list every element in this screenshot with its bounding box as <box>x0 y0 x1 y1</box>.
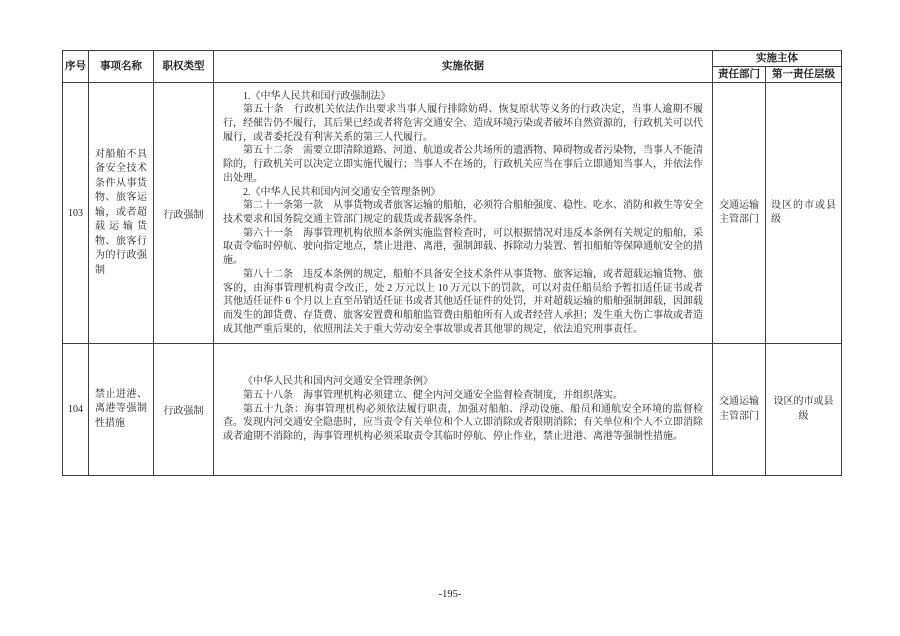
cell-responsible-department: 交通运输主管部门 <box>713 344 766 476</box>
header-responsible-department: 责任部门 <box>713 67 766 83</box>
cell-responsibility-level: 设区的市或县级 <box>766 83 842 344</box>
page-number: -195- <box>438 589 462 600</box>
basis-paragraph: 第五十二条 需要立即清除道路、河道、航道或者公共场所的遗洒物、障碍物或者污染物，当事人不能清除的，行政机关可以决定立即实施代履行；当事人不在场的，行政机关应当在事后立即通知当事人，并依法作出处理。 <box>223 145 703 184</box>
header-first-responsibility-level: 第一责任层级 <box>766 67 842 83</box>
authority-matters-table <box>62 50 842 476</box>
cell-item-name: 禁止进港、离港等强制性措施 <box>89 344 154 476</box>
basis-paragraph: 2.《中华人民共和国内河交通安全管理条例》 <box>243 186 441 198</box>
cell-authority-type: 行政强制 <box>154 83 214 344</box>
header-item-name: 事项名称 <box>89 51 154 83</box>
cell-authority-type: 行政强制 <box>154 344 214 476</box>
cell-responsibility-level: 设区的市或县级 <box>766 344 842 476</box>
cell-responsible-department: 交通运输主管部门 <box>713 83 766 344</box>
cell-item-name: 对船舶不具备安全技术条件从事货物、旅客运输，或者超载运输货物、旅客行为的行政强制 <box>89 83 154 344</box>
table-row <box>63 344 842 476</box>
header-implementation-basis: 实施依据 <box>214 51 713 83</box>
basis-paragraph: 第五十九条：海事管理机构必须依法履行职责，加强对船舶、浮动设施、船员和通航安全环境的监督检查。发现内河交通安全隐患时，应当责令有关单位和个人立即消除或者限期消除；有关单位和个人不立即消除或者逾期不消除的，海事管理机构必须采取责令其临时停航、停止作业，禁止进港、离港等强制性措施。 <box>223 403 703 443</box>
cell-serial-number: 104 <box>63 344 89 476</box>
cell-serial-number: 103 <box>63 83 89 344</box>
basis-paragraph: 第五十条 行政机关依法作出要求当事人履行排除妨碍、恢复原状等义务的行政决定，当事人逾期不履行，经催告仍不履行，其后果已经或者将危害交通安全、造成环境污染或者破坏自然资源的，行政机关可以代履行，或者委托没有利害关系的第三人代履行。 <box>223 104 703 143</box>
header-implementation-subject: 实施主体 <box>713 51 842 67</box>
basis-paragraph: 第八十二条 违反本条例的规定，船舶不具备安全技术条件从事货物、旅客运输，或者超载运输货物、旅客的，由海事管理机构责令改正，处 2 万元以上 10 万元以下的罚款，可以对责任船员给予暂扣适任证书或者其他适任证件 6 个月以上直至吊销适任证书或者其他适任证件的处罚，并对超载运输的船舶强制卸载，因卸载而发生的卸货费、存货费、旅客安置费和船舶监管费由船舶所有人或者经营人承担；发生重大伤亡事故或者造成其他严重后果的，依照刑法关于重大劳动安全事故罪或者其他罪的规定，依法追究刑事责任。 <box>223 268 703 335</box>
basis-paragraph: 《中华人民共和国内河交通安全管理条例》 <box>243 376 433 388</box>
cell-implementation-basis <box>214 83 713 344</box>
header-serial-number: 序号 <box>63 51 89 83</box>
cell-implementation-basis <box>214 344 713 476</box>
basis-paragraph: 第五十八条 海事管理机构必须建立、健全内河交通安全监督检查制度，并组织落实。 <box>243 389 623 401</box>
basis-paragraph: 第六十一条 海事管理机构依照本条例实施监督检查时，可以根据情况对违反本条例有关规定的船舶，采取责令临时停航、驶向指定地点，禁止进港、离港，强制卸载、拆除动力装置、暂扣船舶等保障通航安全的措施。 <box>223 227 703 267</box>
basis-paragraph: 1.《中华人民共和国行政强制法》 <box>243 90 391 102</box>
table-row <box>63 83 842 344</box>
header-authority-type: 职权类型 <box>154 51 214 83</box>
basis-paragraph: 第二十一条第一款 从事货物或者旅客运输的船舶，必须符合船舶强度、稳性、吃水、消防和救生等安全技术要求和国务院交通主管部门规定的载货或者载客条件。 <box>223 200 703 225</box>
header-row-top <box>63 51 842 67</box>
